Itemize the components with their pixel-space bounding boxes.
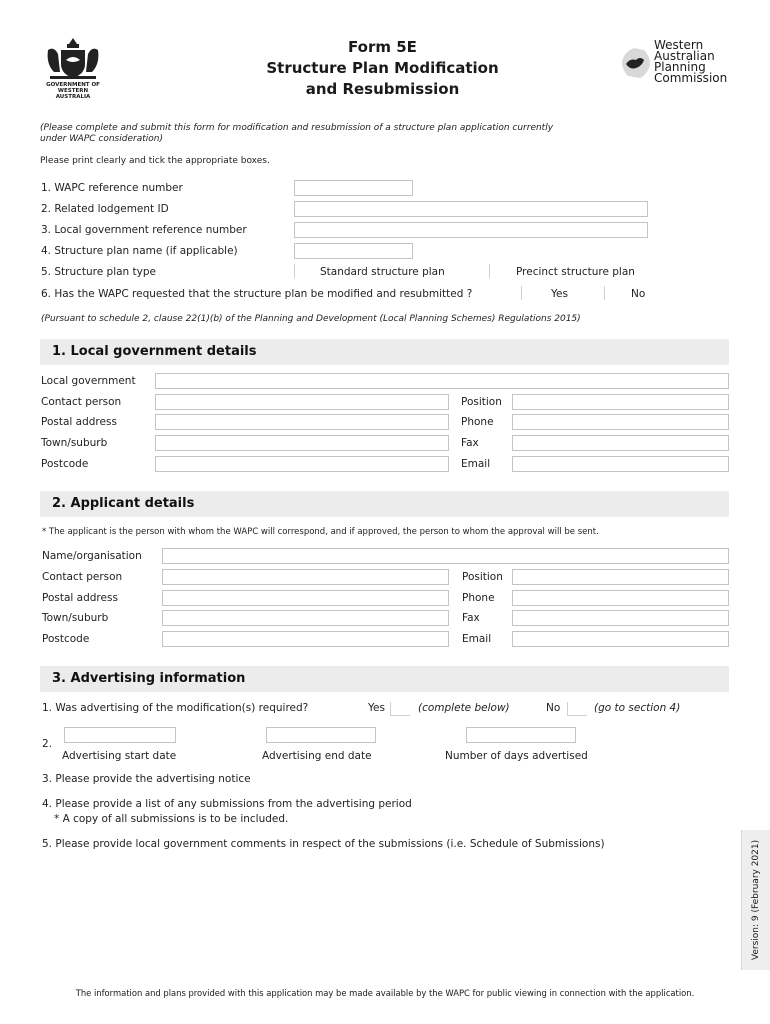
s1-position-label: Position <box>461 396 502 408</box>
section3-heading: 3. Advertising information <box>52 671 246 686</box>
s3-no-label: No <box>546 702 561 714</box>
pursuant-note: (Pursuant to schedule 2, clause 22(1)(b) of the Planning and Development (Local Planning Schemes) Regulations 2015) <box>41 314 581 324</box>
s1-contact-person-input[interactable] <box>155 394 449 410</box>
s2-contact-person-label: Contact person <box>42 571 123 583</box>
version-label: Version: 9 (February 2021) <box>751 839 761 961</box>
s3-q3-label: 3. Please provide the advertising notice <box>42 773 251 785</box>
standard-plan-checkbox[interactable] <box>294 264 306 278</box>
wapc-reference-input[interactable] <box>294 180 413 196</box>
s3-q5-label: 5. Please provide local government comments in respect of the submissions (i.e. Schedule of Submissions) <box>42 838 605 850</box>
wapc-line1: Western <box>654 38 704 52</box>
s1-email-label: Email <box>461 458 491 470</box>
wapc-logo <box>618 40 733 88</box>
s1-local-government-label: Local government <box>41 375 136 387</box>
standard-plan-label: Standard structure plan <box>320 266 445 278</box>
s1-fax-input[interactable] <box>512 435 729 451</box>
days-advertised-label: Number of days advertised <box>445 750 588 762</box>
wapc-line4: Commission <box>654 71 728 85</box>
s2-fax-input[interactable] <box>512 610 729 626</box>
s2-town-suburb-label: Town/suburb <box>42 612 109 624</box>
gov-label-line1: GOVERNMENT OF <box>46 82 100 88</box>
s1-postal-address-input[interactable] <box>155 414 449 430</box>
q6-no-label: No <box>631 288 646 300</box>
s2-position-label: Position <box>462 571 503 583</box>
structure-plan-name-input[interactable] <box>294 243 413 259</box>
s2-fax-label: Fax <box>462 612 480 624</box>
s2-contact-person-input[interactable] <box>162 569 449 585</box>
s3-yes-label: Yes <box>368 702 385 714</box>
s2-postcode-input[interactable] <box>162 631 449 647</box>
s1-town-suburb-input[interactable] <box>155 435 449 451</box>
gov-label-line2: WESTERN AUSTRALIA <box>55 88 91 100</box>
s2-email-label: Email <box>462 633 492 645</box>
q6-yes-label: Yes <box>551 288 568 300</box>
lodgement-id-input[interactable] <box>294 201 648 217</box>
precinct-plan-checkbox[interactable] <box>489 264 501 278</box>
s3-q4-label: 4. Please provide a list of any submissions from the advertising period <box>42 798 412 810</box>
s2-postal-address-label: Postal address <box>42 592 118 604</box>
wapc-line3: Planning <box>654 60 706 74</box>
version-tab <box>741 830 770 970</box>
s2-name-org-label: Name/organisation <box>42 550 142 562</box>
s1-fax-label: Fax <box>461 437 479 449</box>
q1-label: 1. WAPC reference number <box>41 182 183 194</box>
intro-instruction: Please print clearly and tick the appropriate boxes. <box>40 156 270 166</box>
section2-heading: 2. Applicant details <box>52 496 195 511</box>
s1-local-government-input[interactable] <box>155 373 729 389</box>
s2-name-org-input[interactable] <box>162 548 729 564</box>
intro-note-line2: under WAPC consideration) <box>40 134 163 144</box>
intro-note-line1: (Please complete and submit this form for modification and resubmission of a structure plan application currently <box>40 123 554 133</box>
s2-postal-address-input[interactable] <box>162 590 449 606</box>
section3-header <box>40 666 729 692</box>
q6-no-checkbox[interactable] <box>604 286 616 300</box>
s1-email-input[interactable] <box>512 456 729 472</box>
s1-position-input[interactable] <box>512 394 729 410</box>
q6-label: 6. Has the WAPC requested that the structure plan be modified and resubmitted ? <box>41 288 473 300</box>
s3-complete-below: (complete below) <box>418 702 510 714</box>
advertising-end-date-input[interactable] <box>266 727 376 743</box>
s2-email-input[interactable] <box>512 631 729 647</box>
s1-phone-input[interactable] <box>512 414 729 430</box>
q5-label: 5. Structure plan type <box>41 266 157 278</box>
s3-q4-note: * A copy of all submissions is to be included. <box>54 813 289 825</box>
q2-label: 2. Related lodgement ID <box>41 203 169 215</box>
form-title-line2: Structure Plan Modification <box>266 59 499 77</box>
s3-go-to-section4: (go to section 4) <box>594 702 681 714</box>
wa-government-crest <box>40 36 106 100</box>
wapc-line2: Australian <box>654 49 715 63</box>
wapc-map-icon <box>618 44 654 84</box>
form-title-line3: and Resubmission <box>305 80 460 98</box>
q4-label: 4. Structure plan name (if applicable) <box>41 245 238 257</box>
s2-position-input[interactable] <box>512 569 729 585</box>
s1-phone-label: Phone <box>461 416 494 428</box>
section2-header <box>40 491 729 517</box>
s2-phone-label: Phone <box>462 592 495 604</box>
footer-disclaimer: The information and plans provided with this application may be made available by the WAPC for public viewing in connection with the application. <box>75 988 695 998</box>
advertising-start-date-input[interactable] <box>64 727 176 743</box>
precinct-plan-label: Precinct structure plan <box>516 266 635 278</box>
lg-reference-input[interactable] <box>294 222 648 238</box>
s2-phone-input[interactable] <box>512 590 729 606</box>
s1-contact-person-label: Contact person <box>41 396 122 408</box>
form-title-line1: Form 5E <box>348 38 417 56</box>
days-advertised-input[interactable] <box>466 727 576 743</box>
s3-q1-label: 1. Was advertising of the modification(s) required? <box>42 702 309 714</box>
q6-yes-checkbox[interactable] <box>521 286 533 300</box>
s3-q2-number: 2. <box>42 738 53 750</box>
s2-note: * The applicant is the person with whom the WAPC will correspond, and if approved, the person to whom the approval will be sent. <box>42 527 599 537</box>
s1-town-suburb-label: Town/suburb <box>41 437 108 449</box>
crest-icon <box>40 36 106 82</box>
s1-postal-address-label: Postal address <box>41 416 117 428</box>
s3-yes-checkbox[interactable] <box>390 702 410 716</box>
advertising-end-date-label: Advertising end date <box>262 750 372 762</box>
section1-header <box>40 339 729 365</box>
s2-postcode-label: Postcode <box>42 633 90 645</box>
s1-postcode-label: Postcode <box>41 458 89 470</box>
advertising-start-date-label: Advertising start date <box>62 750 177 762</box>
s1-postcode-input[interactable] <box>155 456 449 472</box>
section1-heading: 1. Local government details <box>52 344 257 359</box>
s3-no-checkbox[interactable] <box>567 702 587 716</box>
q3-label: 3. Local government reference number <box>41 224 247 236</box>
s2-town-suburb-input[interactable] <box>162 610 449 626</box>
